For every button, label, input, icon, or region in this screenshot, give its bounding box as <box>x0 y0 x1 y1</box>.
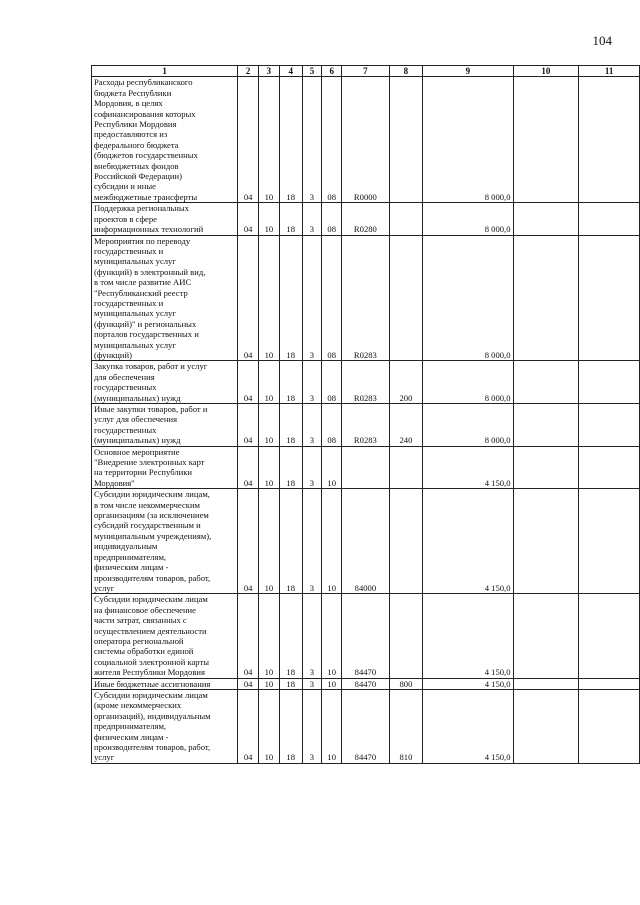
cell-11 <box>579 235 640 361</box>
cell-7: 84470 <box>342 678 389 689</box>
cell-4: 18 <box>279 689 302 763</box>
row-name: Основное мероприятие "Внедрение электронных карт на территории Республики Мордовия" <box>92 446 238 489</box>
cell-6: 08 <box>322 361 342 404</box>
cell-10 <box>513 689 579 763</box>
cell-10 <box>513 489 579 594</box>
cell-6: 10 <box>322 689 342 763</box>
row-name: Иные закупки товаров, работ и услуг для обеспечения государственных (муниципальных) нужд <box>92 404 238 447</box>
cell-8: 810 <box>389 689 423 763</box>
cell-8: 200 <box>389 361 423 404</box>
cell-6: 10 <box>322 594 342 678</box>
cell-7: 84470 <box>342 594 389 678</box>
col-header: 8 <box>389 66 423 77</box>
row-name: Субсидии юридическим лицам, в том числе некоммерческим организациям (за исключением субсидий государственным и муниципальным учреждениям), индивидуальным предпринимателям, физическим лицам - производителям товаров, работ, услуг <box>92 489 238 594</box>
cell-4: 18 <box>279 235 302 361</box>
cell-11 <box>579 404 640 447</box>
cell-6: 08 <box>322 203 342 235</box>
cell-3: 10 <box>259 404 280 447</box>
cell-10 <box>513 404 579 447</box>
cell-11 <box>579 489 640 594</box>
cell-8 <box>389 594 423 678</box>
cell-11 <box>579 77 640 203</box>
budget-table <box>91 65 640 764</box>
cell-5: 3 <box>302 235 322 361</box>
table-row <box>92 361 640 404</box>
cell-10 <box>513 446 579 489</box>
cell-2: 04 <box>238 446 259 489</box>
col-header: 4 <box>279 66 302 77</box>
cell-8: 240 <box>389 404 423 447</box>
cell-10 <box>513 678 579 689</box>
cell-4: 18 <box>279 361 302 404</box>
cell-9: 4 150,0 <box>423 678 513 689</box>
col-header: 3 <box>259 66 280 77</box>
cell-6: 10 <box>322 489 342 594</box>
cell-5: 3 <box>302 446 322 489</box>
cell-2: 04 <box>238 594 259 678</box>
cell-10 <box>513 203 579 235</box>
table-row <box>92 689 640 763</box>
table-row <box>92 404 640 447</box>
col-header: 10 <box>513 66 579 77</box>
cell-2: 04 <box>238 404 259 447</box>
cell-10 <box>513 235 579 361</box>
header-row <box>92 66 640 77</box>
cell-7: R0280 <box>342 203 389 235</box>
cell-9: 8 000,0 <box>423 203 513 235</box>
cell-7: R0283 <box>342 235 389 361</box>
col-header: 5 <box>302 66 322 77</box>
cell-8 <box>389 489 423 594</box>
cell-9: 4 150,0 <box>423 446 513 489</box>
col-header: 1 <box>92 66 238 77</box>
row-name: Субсидии юридическим лицам на финансовое обеспечение части затрат, связанных с осуществлением деятельности оператора региональной системы обработки единой социальной электронной карты жителя Республики Мордовия <box>92 594 238 678</box>
cell-7 <box>342 446 389 489</box>
cell-11 <box>579 361 640 404</box>
cell-10 <box>513 361 579 404</box>
cell-6: 08 <box>322 404 342 447</box>
cell-9: 4 150,0 <box>423 594 513 678</box>
cell-4: 18 <box>279 489 302 594</box>
cell-4: 18 <box>279 203 302 235</box>
cell-10 <box>513 77 579 203</box>
cell-3: 10 <box>259 77 280 203</box>
cell-6: 10 <box>322 678 342 689</box>
cell-8 <box>389 446 423 489</box>
cell-4: 18 <box>279 446 302 489</box>
cell-2: 04 <box>238 361 259 404</box>
row-name: Субсидии юридическим лицам (кроме некоммерческих организаций), индивидуальным предпринимателям, физическим лицам - производителям товаров, работ, услуг <box>92 689 238 763</box>
col-header: 7 <box>342 66 389 77</box>
cell-8 <box>389 203 423 235</box>
col-header: 9 <box>423 66 513 77</box>
cell-9: 8 000,0 <box>423 404 513 447</box>
cell-4: 18 <box>279 594 302 678</box>
cell-3: 10 <box>259 594 280 678</box>
cell-9: 8 000,0 <box>423 235 513 361</box>
cell-9: 4 150,0 <box>423 689 513 763</box>
cell-11 <box>579 594 640 678</box>
cell-2: 04 <box>238 235 259 361</box>
cell-5: 3 <box>302 689 322 763</box>
cell-3: 10 <box>259 689 280 763</box>
cell-4: 18 <box>279 678 302 689</box>
cell-8 <box>389 77 423 203</box>
cell-7: R0283 <box>342 404 389 447</box>
cell-11 <box>579 689 640 763</box>
cell-4: 18 <box>279 77 302 203</box>
cell-6: 08 <box>322 77 342 203</box>
table-row <box>92 235 640 361</box>
cell-3: 10 <box>259 203 280 235</box>
row-name: Расходы республиканского бюджета Республики Мордовия, в целях софинансирования которых Республики Мордовия предоставляются из федерального бюджета (бюджетов государственных внебюджетных фондов Российской Федерации) субсидии и иные межбюджетные трансферты <box>92 77 238 203</box>
cell-6: 10 <box>322 446 342 489</box>
cell-5: 3 <box>302 678 322 689</box>
cell-9: 8 000,0 <box>423 77 513 203</box>
row-name: Мероприятия по переводу государственных и муниципальных услуг (функций) в электронный вид, в том числе развитие АИС "Республиканский реестр государственных и муниципальных услуг (функций)" и региональных порталов государственных и муниципальных услуг (функций) <box>92 235 238 361</box>
table-row <box>92 203 640 235</box>
table-row <box>92 489 640 594</box>
cell-2: 04 <box>238 689 259 763</box>
cell-8 <box>389 235 423 361</box>
cell-2: 04 <box>238 203 259 235</box>
cell-7: R0283 <box>342 361 389 404</box>
table-row <box>92 594 640 678</box>
table-row <box>92 77 640 203</box>
cell-5: 3 <box>302 404 322 447</box>
cell-3: 10 <box>259 446 280 489</box>
col-header: 2 <box>238 66 259 77</box>
row-name: Иные бюджетные ассигнования <box>92 678 238 689</box>
col-header: 6 <box>322 66 342 77</box>
cell-5: 3 <box>302 77 322 203</box>
cell-3: 10 <box>259 678 280 689</box>
row-name: Закупка товаров, работ и услуг для обеспечения государственных (муниципальных) нужд <box>92 361 238 404</box>
page-number: 104 <box>592 33 612 48</box>
cell-9: 4 150,0 <box>423 489 513 594</box>
cell-5: 3 <box>302 594 322 678</box>
cell-7: 84470 <box>342 689 389 763</box>
col-header: 11 <box>579 66 640 77</box>
cell-2: 04 <box>238 678 259 689</box>
cell-4: 18 <box>279 404 302 447</box>
cell-5: 3 <box>302 489 322 594</box>
table-row <box>92 678 640 689</box>
cell-8: 800 <box>389 678 423 689</box>
cell-11 <box>579 203 640 235</box>
cell-11 <box>579 446 640 489</box>
cell-2: 04 <box>238 77 259 203</box>
cell-10 <box>513 594 579 678</box>
table-row <box>92 446 640 489</box>
cell-3: 10 <box>259 235 280 361</box>
cell-5: 3 <box>302 203 322 235</box>
cell-3: 10 <box>259 489 280 594</box>
cell-11 <box>579 678 640 689</box>
cell-7: 84000 <box>342 489 389 594</box>
cell-5: 3 <box>302 361 322 404</box>
cell-9: 8 000,0 <box>423 361 513 404</box>
row-name: Поддержка региональных проектов в сфере информационных технологий <box>92 203 238 235</box>
cell-2: 04 <box>238 489 259 594</box>
cell-3: 10 <box>259 361 280 404</box>
cell-6: 08 <box>322 235 342 361</box>
cell-7: R0000 <box>342 77 389 203</box>
